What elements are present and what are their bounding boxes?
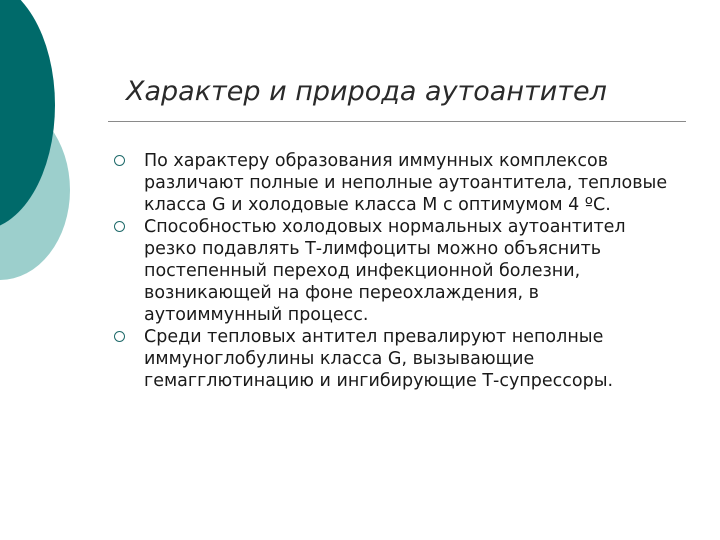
hollow-circle-bullet-icon [114,331,125,342]
hollow-circle-bullet-icon [114,155,125,166]
hollow-circle-bullet-icon [114,221,125,232]
slide-title: Характер и природа аутоантител [126,76,607,107]
bullet-list [110,150,680,392]
bullet-item [110,216,680,326]
bullet-text: По характеру образования иммунных комплексов различают полные и неполные аутоантитела, тепловые класса G и холодовые класса M с оптимумом 4 ºC. [144,151,668,215]
bullet-text: Среди тепловых антител превалируют неполные иммуноглобулины класса G, вызывающие гемагглютинацию и ингибирующие Т-супрессоры. [144,327,614,391]
bullet-item [110,150,680,216]
title-divider [108,121,686,122]
bullet-text: Способностью холодовых нормальных аутоантител резко подавлять Т-лимфоциты можно объяснить постепенный переход инфекционной болезни, возникающей на фоне переохлаждения, в аутоиммунный процесс. [144,217,626,325]
bullet-item [110,326,680,392]
